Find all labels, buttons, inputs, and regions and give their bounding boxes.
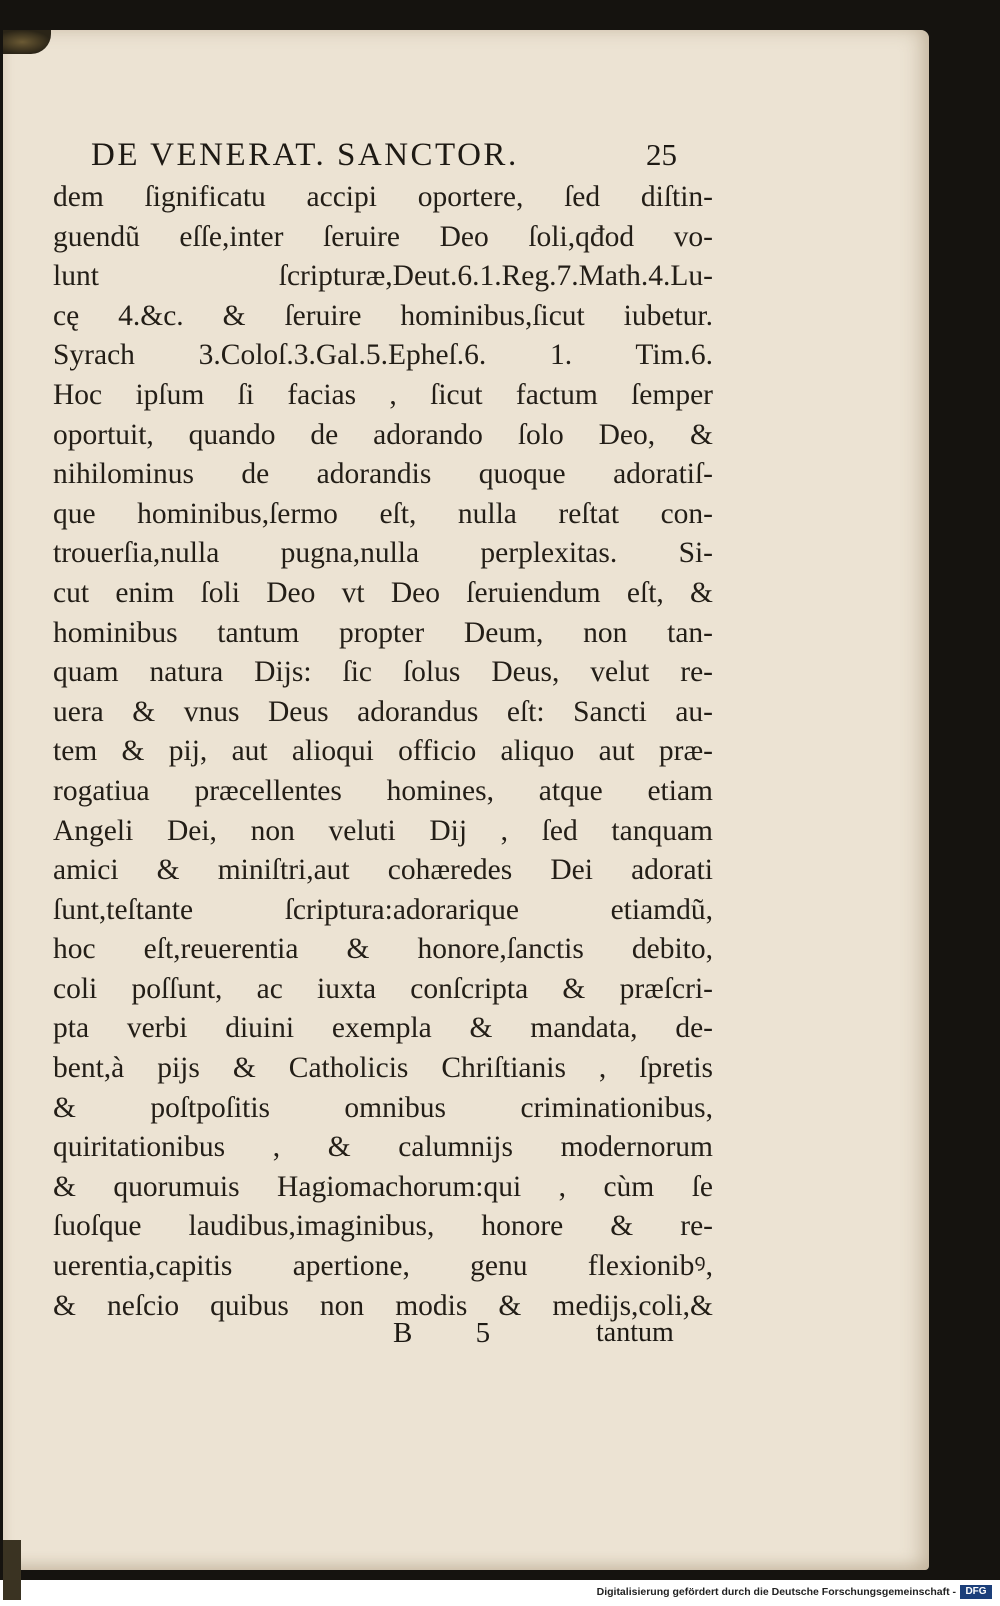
- text-line: oportuit, quando de adorando ſolo Deo, &: [53, 418, 713, 451]
- text-line: cę 4.&c. & ſeruire hominibus,ſicut iubetur.: [53, 299, 713, 332]
- text-line: & neſcio quibus non modis & medijs,coli,&: [53, 1289, 713, 1322]
- book-page: [3, 30, 929, 1570]
- text-line: Syrach 3.Coloſ.3.Gal.5.Epheſ.6. 1. Tim.6.: [53, 339, 713, 372]
- text-line: Hoc ipſum ſi facias , ſicut factum ſemper: [53, 378, 713, 411]
- catchword: tantum: [596, 1317, 674, 1348]
- text-line: rogatiua præcellentes homines, atque etiam: [53, 774, 713, 807]
- text-line: uera & vnus Deus adorandus eſt: Sancti au-: [53, 695, 713, 728]
- text-line: que hominibus,ſermo eſt, nulla reſtat con-: [53, 497, 713, 530]
- text-line: dem ſignificatu accipi oportere, ſed diſtin-: [53, 181, 713, 213]
- page-header: [91, 130, 691, 180]
- text-line: pta verbi diuini exempla & mandata, de-: [53, 1012, 713, 1045]
- corner-binding-mark: [3, 30, 51, 54]
- text-line: quiritationibus , & calumnijs modernorum: [53, 1131, 713, 1164]
- edge-binding-mark: [3, 1540, 21, 1600]
- text-line: Angeli Dei, non veluti Dij , ſed tanquam: [53, 814, 713, 847]
- text-line: hoc eſt,reuerentia & honore,ſanctis debito,: [53, 933, 713, 966]
- body-text: [53, 178, 713, 1326]
- signature-mark: B 5: [393, 1317, 519, 1349]
- text-line: amici & miniſtri,aut cohæredes Dei adorati: [53, 854, 713, 887]
- text-line: ſuoſque laudibus,imaginibus, honore & re-: [53, 1210, 713, 1243]
- page-number: 25: [646, 137, 677, 172]
- running-title: DE VENERAT. SANCTOR.: [91, 137, 519, 173]
- text-line: trouerſia,nulla pugna,nulla perplexitas. Si-: [53, 537, 713, 570]
- text-line: uerentia,capitis apertione, genu flexionibꝰ,: [53, 1250, 713, 1283]
- text-line: guendũ eſſe,inter ſeruire Deo ſoli,qđod vo-: [53, 220, 713, 253]
- text-line: cut enim ſoli Deo vt Deo ſeruiendum eſt, &: [53, 576, 713, 609]
- text-line: bent,à pijs & Catholicis Chriſtianis , ſpretis: [53, 1052, 713, 1085]
- text-line: hominibus tantum propter Deum, non tan-: [53, 616, 713, 649]
- text-line: tem & pij, aut alioqui officio aliquo aut præ-: [53, 735, 713, 768]
- text-line: & quorumuis Hagiomachorum:qui , cùm ſe: [53, 1170, 713, 1203]
- text-line: quam natura Dijs: ſic ſolus Deus, velut re-: [53, 656, 713, 689]
- text-line: lunt ſcripturæ,Deut.6.1.Reg.7.Math.4.Lu-: [53, 260, 713, 293]
- text-line: coli poſſunt, ac iuxta conſcripta & præſcri-: [53, 972, 713, 1005]
- text-line: & poſtpoſitis omnibus criminationibus,: [53, 1091, 713, 1124]
- page-footer: [393, 1308, 723, 1358]
- digitization-credit: Digitalisierung gefördert durch die Deutsche Forschungsgemeinschaft -: [596, 1586, 956, 1598]
- dfg-logo: DFG: [960, 1585, 992, 1599]
- text-line: ſunt,teſtante ſcriptura:adorarique etiamdũ,: [53, 893, 713, 926]
- text-line: nihilominus de adorandis quoque adoratiſ-: [53, 458, 713, 491]
